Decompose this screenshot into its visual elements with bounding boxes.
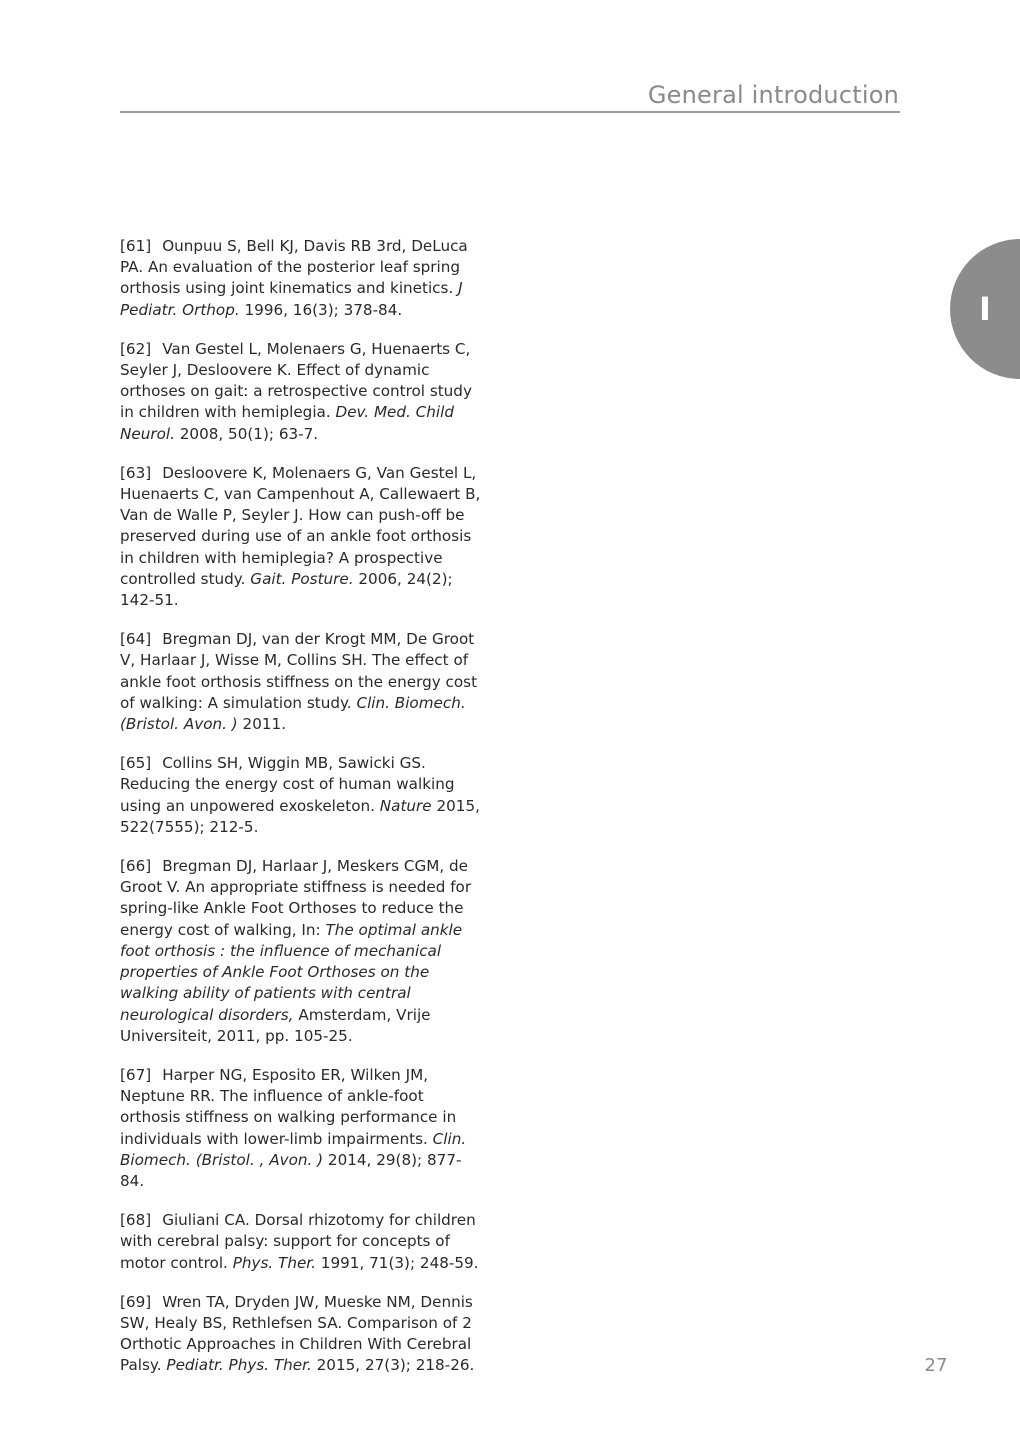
- reference-text: Harper NG, Esposito ER, Wilken JM, Neptune RR. The influence of ankle-foot orthosis stiffness on walking performance in individuals with lower-limb impairments.: [120, 1065, 457, 1148]
- reference-journal: Dev. Med. Child Neurol.: [120, 403, 454, 443]
- reference-number: [63]: [120, 463, 152, 482]
- reference-item: [120, 1210, 485, 1274]
- reference-details: Amsterdam, Vrije Universiteit, 2011, pp. 105-25.: [120, 1005, 431, 1045]
- reference-details: 1991, 71(3); 248-59.: [315, 1253, 479, 1272]
- reference-text: Ounpuu S, Bell KJ, Davis RB 3rd, DeLuca PA. An evaluation of the posterior leaf spring orthosis using joint kinematics and kinetics.: [120, 237, 468, 298]
- reference-item: [120, 856, 485, 1047]
- reference-number: [62]: [120, 339, 152, 358]
- reference-item: [120, 1065, 485, 1192]
- reference-list: [120, 236, 485, 1395]
- reference-number: [64]: [120, 630, 152, 649]
- reference-details: 2015, 522(7555); 212-5.: [120, 796, 480, 836]
- reference-item: [120, 1292, 485, 1377]
- reference-item: [120, 339, 485, 445]
- reference-item: [120, 629, 485, 735]
- reference-text: Desloovere K, Molenaers G, Van Gestel L, Huenaerts C, van Campenhout A, Callewaert B, Van de Walle P, Seyler J. How can push-off be preserved during use of an ankle foot orthosis in children with hemiplegia? A prospective controlled study.: [120, 463, 481, 588]
- running-header-title: General introduction: [647, 81, 899, 109]
- chapter-tab-label: I: [979, 290, 991, 328]
- reference-journal: Clin. Biomech. (Bristol. , Avon. ): [120, 1129, 467, 1169]
- reference-journal: The optimal ankle foot orthosis : the influence of mechanical properties of Ankle Foot Orthoses on the walking ability of patients with central neurological disorders,: [120, 920, 463, 1024]
- reference-number: [67]: [120, 1065, 152, 1084]
- reference-text: Bregman DJ, van der Krogt MM, De Groot V, Harlaar J, Wisse M, Collins SH. The effect of ankle foot orthosis stiffness on the energy cost of walking: A simulation study.: [120, 630, 478, 712]
- reference-number: [65]: [120, 754, 152, 773]
- reference-number: [66]: [120, 857, 152, 876]
- reference-item: [120, 236, 485, 321]
- page-number: 27: [924, 1355, 948, 1376]
- reference-details: 2015, 27(3); 218-26.: [311, 1356, 475, 1375]
- reference-journal: Nature: [379, 796, 432, 815]
- reference-journal: Pediatr. Phys. Ther.: [166, 1356, 312, 1375]
- reference-number: [61]: [120, 237, 152, 255]
- reference-details: 2011.: [237, 715, 287, 734]
- reference-details: 1996, 16(3); 378-84.: [239, 300, 403, 319]
- reference-text: Van Gestel L, Molenaers G, Huenaerts C, Seyler J, Desloovere K. Effect of dynamic orthoses on gait: a retrospective control study in children with hemiplegia.: [120, 339, 472, 422]
- chapter-tab: [950, 239, 1020, 379]
- reference-item: [120, 753, 485, 838]
- reference-number: [68]: [120, 1211, 152, 1230]
- reference-journal: J Pediatr. Orthop.: [120, 279, 463, 319]
- header-rule: [120, 111, 900, 113]
- reference-journal: Phys. Ther.: [232, 1253, 316, 1272]
- reference-item: [120, 463, 485, 611]
- reference-text: Giuliani CA. Dorsal rhizotomy for children with cerebral palsy: support for concepts of motor control.: [120, 1211, 476, 1272]
- reference-details: 2008, 50(1); 63-7.: [174, 424, 319, 443]
- reference-journal: Clin. Biomech. (Bristol. Avon. ): [120, 693, 466, 734]
- reference-text: Collins SH, Wiggin MB, Sawicki GS. Reducing the energy cost of human walking using an unpowered exoskeleton.: [120, 754, 455, 815]
- reference-text: Wren TA, Dryden JW, Mueske NM, Dennis SW, Healy BS, Rethlefsen SA. Comparison of 2 Orthotic Approaches in Children With Cerebral Palsy.: [120, 1292, 473, 1375]
- reference-text: Bregman DJ, Harlaar J, Meskers CGM, de Groot V. An appropriate stiffness is needed for spring-like Ankle Foot Orthoses to reduce the energy cost of walking, In:: [120, 857, 472, 939]
- reference-number: [69]: [120, 1292, 152, 1311]
- reference-journal: Gait. Posture.: [250, 569, 354, 588]
- reference-details: 2014, 29(8); 877-84.: [120, 1150, 462, 1190]
- reference-details: 2006, 24(2); 142-51.: [120, 569, 453, 610]
